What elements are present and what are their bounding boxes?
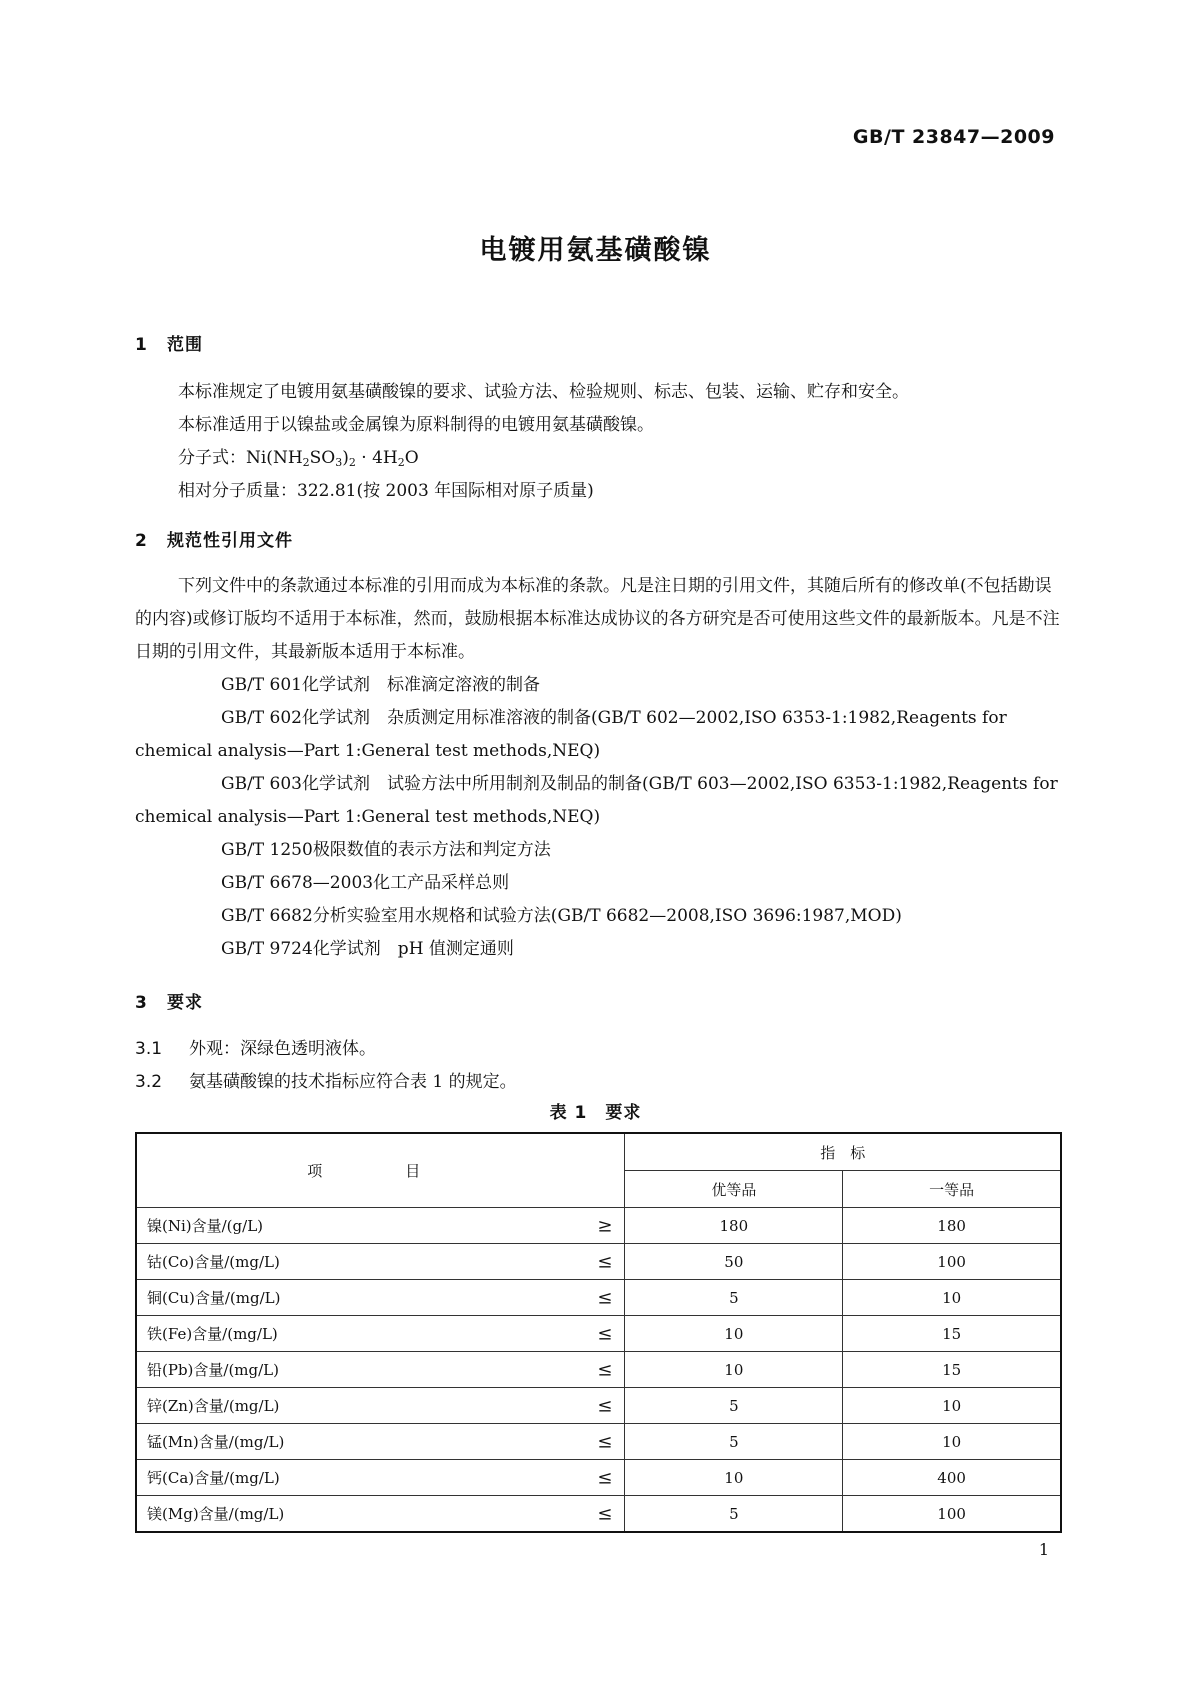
comparison-symbol: ≤ (597, 1359, 613, 1380)
table-row (136, 1316, 1061, 1352)
clause-text: 氨基磺酸镍的技术指标应符合表 1 的规定。 (189, 1072, 517, 1092)
formula-subscript: 3 (335, 456, 343, 469)
row-item: 钴(Co)含量/(mg/L) ≤ (136, 1244, 625, 1280)
reference-title: 分析实验室用水规格和试验方法(GB/T 6682—2008,ISO 3696:1987,MOD) (312, 906, 902, 926)
clause-3-1 (135, 1034, 376, 1059)
row-value-superior: 5 (625, 1424, 843, 1460)
reference-item (135, 768, 1060, 834)
table-row (136, 1424, 1061, 1460)
table-caption: 表 1 要求 (549, 1103, 642, 1123)
row-value-first: 100 (843, 1244, 1061, 1280)
comparison-symbol: ≤ (597, 1467, 613, 1488)
table-row (136, 1352, 1061, 1388)
formula-subscript: 2 (348, 456, 356, 469)
row-value-superior: 50 (625, 1244, 843, 1280)
standard-code: GB/T 23847—2009 (852, 126, 1055, 148)
section-2-heading (135, 526, 293, 551)
row-value-first: 180 (843, 1208, 1061, 1244)
reference-code: GB/T 602 (221, 708, 302, 728)
reference-code: GB/T 601 (221, 675, 302, 695)
row-item: 锌(Zn)含量/(mg/L) ≤ (136, 1388, 625, 1424)
row-value-first: 100 (843, 1496, 1061, 1533)
scope-paragraph-2: 本标准适用于以镍盐或金属镍为原料制得的电镀用氨基磺酸镍。 (178, 415, 654, 435)
comparison-symbol: ≥ (597, 1215, 613, 1236)
section-number: 3 (135, 993, 148, 1013)
comparison-symbol: ≤ (597, 1431, 613, 1452)
requirements-table (135, 1132, 1062, 1533)
row-value-first: 10 (843, 1424, 1061, 1460)
comparison-symbol: ≤ (597, 1395, 613, 1416)
reference-item (135, 900, 1060, 933)
table-row (136, 1496, 1061, 1533)
section-number: 1 (135, 335, 148, 355)
reference-title: 化学试剂 标准滴定溶液的制备 (302, 675, 540, 695)
formula-part: O (404, 448, 419, 468)
header-grade-superior: 优等品 (625, 1171, 843, 1208)
reference-code: GB/T 603 (221, 774, 302, 794)
molecular-mass: 相对分子质量：322.81(按 2003 年国际相对原子质量) (178, 481, 594, 501)
reference-title: 化工产品采样总则 (373, 873, 510, 893)
section-title: 规范性引用文件 (167, 531, 293, 551)
row-value-superior: 10 (625, 1316, 843, 1352)
reference-code: GB/T 1250 (221, 840, 313, 860)
comparison-symbol: ≤ (597, 1287, 613, 1308)
header-item: 项 目 (136, 1133, 625, 1208)
formula-part: ) (342, 448, 349, 468)
row-item: 铁(Fe)含量/(mg/L) ≤ (136, 1316, 625, 1352)
table-header-row (136, 1133, 1061, 1171)
comparison-symbol: ≤ (597, 1503, 613, 1524)
comparison-symbol: ≤ (597, 1251, 613, 1272)
reference-item (135, 933, 1060, 966)
clause-text: 外观：深绿色透明液体。 (189, 1039, 376, 1059)
clause-number: 3.1 (135, 1039, 163, 1059)
row-value-superior: 180 (625, 1208, 843, 1244)
reference-title: 极限数值的表示方法和判定方法 (312, 840, 551, 860)
row-value-first: 400 (843, 1460, 1061, 1496)
table-row (136, 1208, 1061, 1244)
row-value-superior: 5 (625, 1388, 843, 1424)
row-value-superior: 5 (625, 1496, 843, 1533)
reference-item (135, 834, 1060, 867)
table-row (136, 1244, 1061, 1280)
reference-code: GB/T 9724 (221, 939, 313, 959)
header-index: 指 标 (625, 1133, 1061, 1171)
page-number: 1 (1038, 1540, 1049, 1559)
scope-paragraph-1: 本标准规定了电镀用氨基磺酸镍的要求、试验方法、检验规则、标志、包装、运输、贮存和安全。 (178, 382, 909, 402)
row-value-first: 10 (843, 1280, 1061, 1316)
section-title: 要求 (167, 993, 203, 1013)
header-grade-first: 一等品 (843, 1171, 1061, 1208)
clause-number: 3.2 (135, 1072, 163, 1092)
row-value-superior: 10 (625, 1352, 843, 1388)
row-item: 镍(Ni)含量/(g/L) ≥ (136, 1208, 625, 1244)
clause-3-2 (135, 1067, 517, 1092)
section-title: 范围 (167, 335, 203, 355)
formula-part: · 4H (355, 448, 398, 468)
row-value-first: 15 (843, 1352, 1061, 1388)
row-value-superior: 10 (625, 1460, 843, 1496)
document-title: 电镀用氨基磺酸镍 (479, 235, 712, 266)
row-item: 铜(Cu)含量/(mg/L) ≤ (136, 1280, 625, 1316)
reference-title: 化学试剂 杂质测定用标准溶液的制备(GB/T 602—2002,ISO 6353-1:1982,Reagents for chemical analysis—Part 1:General test methods,NEQ) (135, 708, 1007, 761)
table-row (136, 1460, 1061, 1496)
formula-subscript: 2 (397, 456, 405, 469)
row-item: 钙(Ca)含量/(mg/L) ≤ (136, 1460, 625, 1496)
reference-title: 化学试剂 试验方法中所用制剂及制品的制备(GB/T 603—2002,ISO 6353-1:1982,Reagents for chemical analysis—Part 1:General test methods,NEQ) (135, 774, 1058, 827)
formula-label: 分子式： (178, 448, 246, 468)
row-item: 铅(Pb)含量/(mg/L) ≤ (136, 1352, 625, 1388)
row-item: 镁(Mg)含量/(mg/L) ≤ (136, 1496, 625, 1533)
table-row (136, 1388, 1061, 1424)
comparison-symbol: ≤ (597, 1323, 613, 1344)
section-number: 2 (135, 531, 148, 551)
formula-part: SO (309, 448, 336, 468)
reference-item (135, 702, 1060, 768)
references-intro: 下列文件中的条款通过本标准的引用而成为本标准的条款。凡是注日期的引用文件，其随后所有的修改单(不包括勘误的内容)或修订版均不适用于本标准，然而，鼓励根据本标准达成协议的各方研究是否可使用这些文件的最新版本。凡是不注日期的引用文件，其最新版本适用于本标准。 (135, 576, 1060, 662)
reference-code: GB/T 6678—2003 (221, 873, 374, 893)
molecular-formula (178, 443, 419, 469)
reference-item (135, 669, 1060, 702)
section-1-heading (135, 330, 203, 355)
row-value-first: 10 (843, 1388, 1061, 1424)
section-3-heading (135, 988, 203, 1013)
table-row (136, 1280, 1061, 1316)
reference-title: 化学试剂 pH 值测定通则 (312, 939, 514, 959)
reference-item (135, 867, 1060, 900)
row-item: 锰(Mn)含量/(mg/L) ≤ (136, 1424, 625, 1460)
formula-part: Ni(NH (246, 448, 303, 468)
row-value-first: 15 (843, 1316, 1061, 1352)
reference-code: GB/T 6682 (221, 906, 313, 926)
formula-subscript: 2 (302, 456, 310, 469)
row-value-superior: 5 (625, 1280, 843, 1316)
